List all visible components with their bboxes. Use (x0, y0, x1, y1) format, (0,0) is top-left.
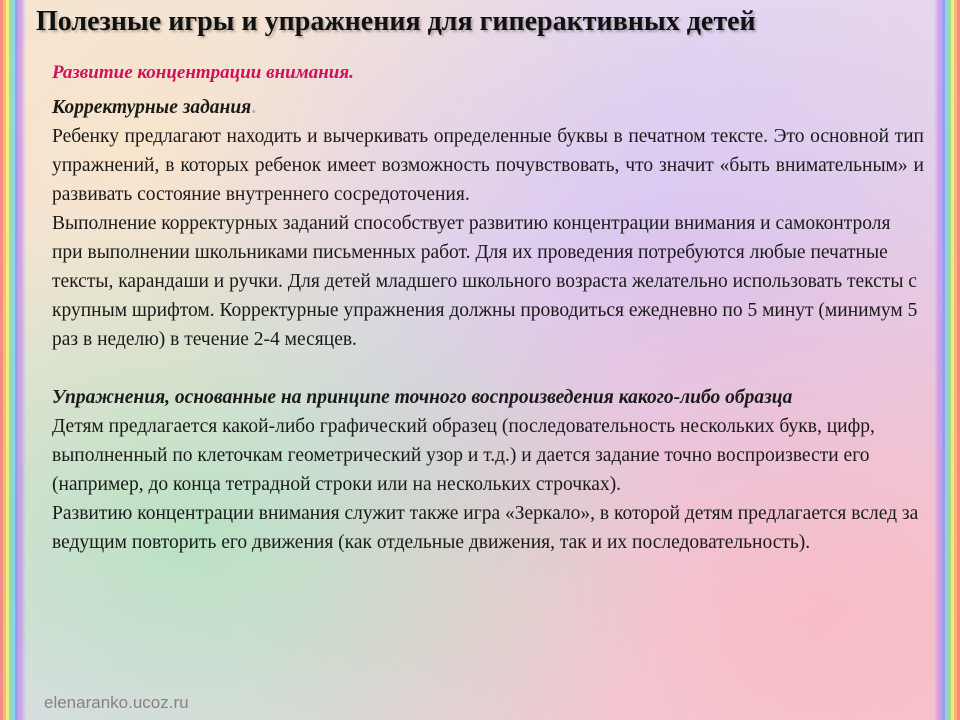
rainbow-border-right (934, 0, 960, 720)
slide-subtitle: Развитие концентрации внимания. (52, 62, 354, 83)
spacer (52, 354, 924, 383)
rainbow-border-left (0, 0, 26, 720)
section2-paragraph-2: Развитию концентрации внимания служит также игра «Зеркало», в которой детям предлагается вслед за ведущим повторить его движения (как отдельные движения, так и их последовательность). (52, 503, 919, 553)
section1-heading: Корректурные задания (52, 97, 252, 118)
section1-paragraph-1: Ребенку предлагают находить и вычеркивать определенные буквы в печатном тексте. Это основной тип упражнений, в которых ребенок имеет возможность почувствовать, что значит «быть внимательным» и развивать состояние внутреннего сосредоточения. (52, 126, 924, 205)
section1-paragraph-2: Выполнение корректурных заданий способствует развитию концентрации внимания и самоконтроля при выполнении школьниками письменных работ. Для их проведения потребуются любые печатные тексты, карандаши и ручки. Для детей младшего школьного возраста желательно использовать тексты с крупным шрифтом. Корректурные упражнения должны проводиться ежедневно по 5 минут (минимум 5 раз в неделю) в течение 2-4 месяцев. (52, 213, 918, 350)
section1-heading-line (52, 93, 924, 122)
slide-body (52, 93, 924, 557)
watermark: elenaranko.ucoz.ru (44, 693, 189, 712)
slide-title: Полезные игры и упражнения для гиперактивных детей (36, 6, 756, 37)
section2-heading: Упражнения, основанные на принципе точного воспроизведения какого-либо образца (52, 387, 793, 408)
section2-paragraph-1: Детям предлагается какой-либо графический образец (последовательность нескольких букв, цифр, выполненный по клеточкам геометрический узор и т.д.) и дается задание точно воспроизвести его (например, до конца тетрадной строки или на нескольких строчках). (52, 416, 875, 495)
section1-heading-dot: . (251, 97, 257, 118)
